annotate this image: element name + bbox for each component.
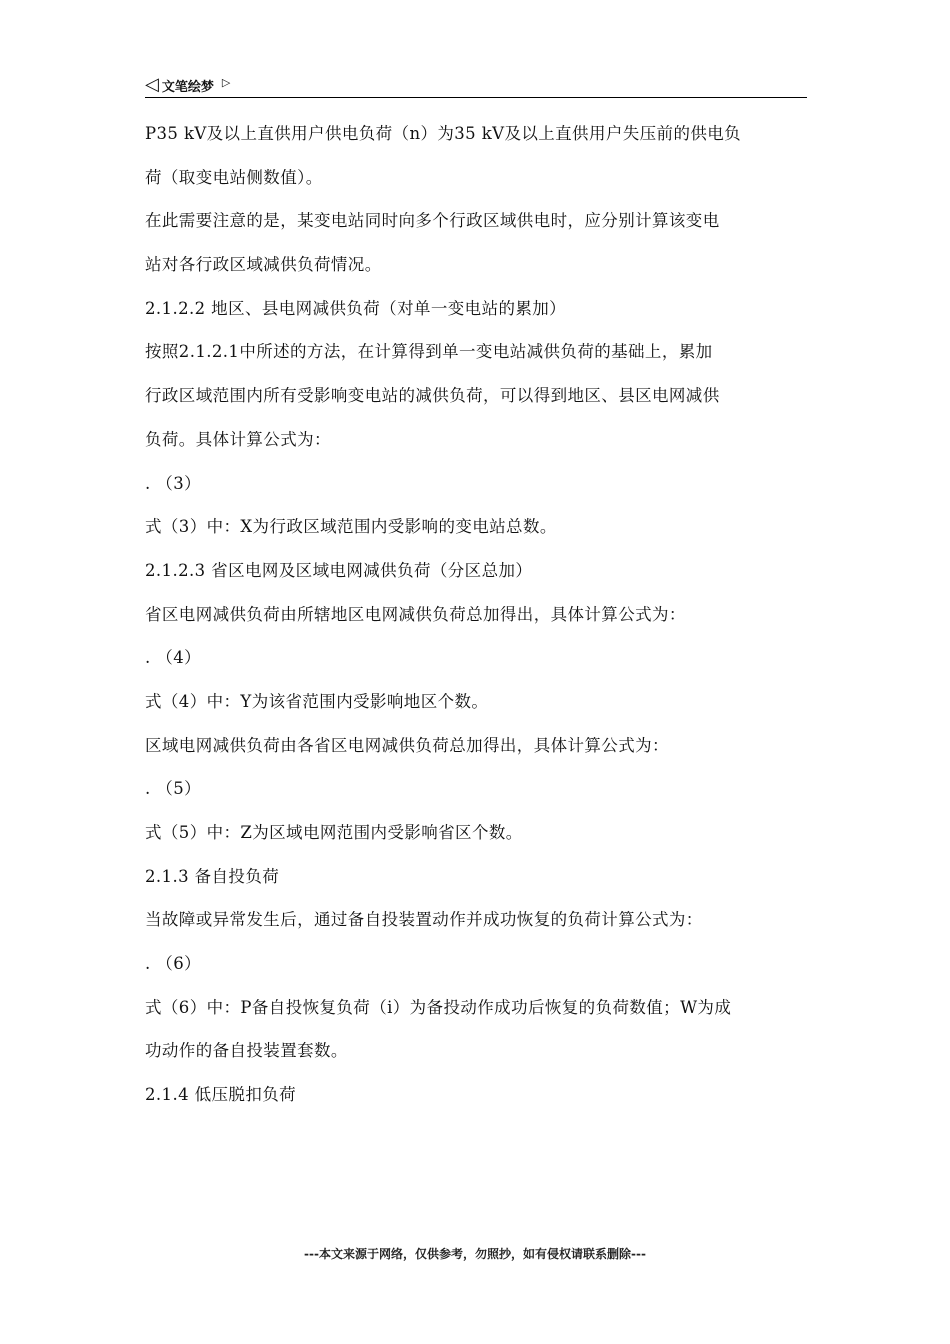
right-triangle-icon: ▷ — [221, 75, 231, 89]
text-line: 按照2.1.2.1中所述的方法，在计算得到单一变电站减供负荷的基础上，累加 — [145, 342, 713, 362]
text-line: 站对各行政区域减供负荷情况。 — [145, 255, 382, 275]
page-header — [145, 74, 807, 96]
section-heading: 2.1.4 低压脱扣负荷 — [145, 1085, 297, 1105]
formula-placeholder: . （6） — [145, 954, 201, 974]
formula-placeholder: . （5） — [145, 779, 201, 799]
text-line: 荷（取变电站侧数值）。 — [145, 167, 323, 187]
text-line: 行政区域范围内所有受影响变电站的减供负荷，可以得到地区、县区电网减供 — [145, 386, 720, 406]
text-line: 式（3）中：X为行政区域范围内受影响的变电站总数。 — [145, 517, 557, 537]
text-line: 式（4）中：Y为该省范围内受影响地区个数。 — [145, 691, 489, 711]
text-line: 式（5）中：Z为区域电网范围内受影响省区个数。 — [145, 823, 523, 842]
text-line: 省区电网减供负荷由所辖地区电网减供负荷总加得出，具体计算公式为： — [145, 604, 686, 624]
section-heading: 2.1.3 备自投负荷 — [145, 866, 280, 886]
text-line: 区域电网减供负荷由各省区电网减供负荷总加得出，具体计算公式为： — [145, 735, 669, 755]
section-heading: 2.1.2.3 省区电网及区域电网减供负荷（分区总加） — [145, 560, 533, 580]
formula-placeholder: . （3） — [145, 473, 201, 493]
header-divider — [145, 97, 807, 98]
text-line: 负荷。具体计算公式为： — [145, 429, 331, 449]
section-heading: 2.1.2.2 地区、县电网减供负荷（对单一变电站的累加） — [145, 298, 567, 318]
text-line: 式（6）中：P备自投恢复负荷（i）为备投动作成功后恢复的负荷数值；W为成 — [145, 997, 732, 1017]
text-line: P35 kV及以上直供用户供电负荷（n）为35 kV及以上直供用户失压前的供电负 — [145, 124, 742, 143]
page-footer: ---本文来源于网络，仅供参考，勿照抄，如有侵权请联系删除--- — [304, 1247, 646, 1261]
left-triangle-icon: ◁ — [145, 74, 159, 95]
document-body — [145, 112, 810, 1117]
brand-name: 文笔绘梦 — [161, 79, 214, 95]
text-line: 在此需要注意的是，某变电站同时向多个行政区域供电时，应分别计算该变电 — [145, 211, 720, 231]
text-line: 当故障或异常发生后，通过备自投装置动作并成功恢复的负荷计算公式为： — [145, 910, 703, 930]
formula-placeholder: . （4） — [145, 648, 201, 668]
text-line: 功动作的备自投装置套数。 — [145, 1041, 348, 1061]
